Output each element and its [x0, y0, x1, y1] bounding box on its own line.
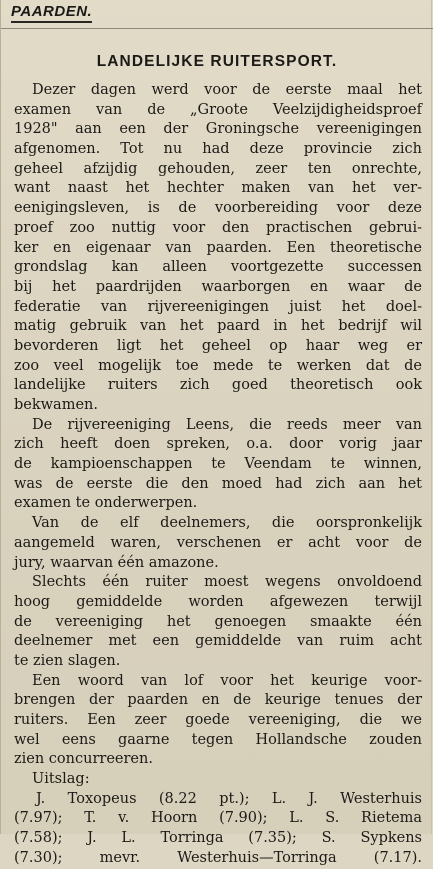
article-line: zien concurreeren.: [14, 751, 153, 768]
article-line: examen te onderwerpen.: [14, 495, 198, 512]
section-label: PAARDEN.: [11, 3, 92, 23]
article-line: bevorderen ligt het geheel op haar weg er: [14, 337, 422, 354]
article-line: landelijke ruiters zich goed theoretisch ook: [14, 377, 422, 394]
article-line: was de eerste die den moed had zich aan het: [14, 475, 422, 492]
article-line: de vereeniging het genoegen smaakte één: [14, 613, 422, 630]
headline: LANDELIJKE RUITERSPORT.: [96, 53, 338, 70]
results-line: (7.97); T. v. Hoorn (7.90); L. S. Rietema: [14, 810, 422, 827]
article-line: afgenomen. Tot nu had deze provincie zich: [14, 141, 422, 158]
article-line: federatie van rijvereenigingen juist het doel-: [14, 298, 422, 315]
article-line: bij het paardrijden waarborgen en waar de: [14, 278, 422, 295]
article-line: De rijvereeniging Leens, die reeds meer van: [32, 416, 422, 433]
article-line: deelnemer met een gemiddelde van ruim acht: [14, 633, 422, 650]
article-line: bekwamen.: [14, 397, 98, 413]
results-line: J. Toxopeus (8.22 pt.); L. J. Westerhuis: [36, 790, 422, 807]
article-line: examen van de „Groote Veelzijdigheidsproef: [14, 101, 422, 118]
article-line: eenigingsleven, is de voorbereiding voor deze: [14, 200, 422, 217]
article-line: Slechts één ruiter moest wegens onvoldoend: [32, 574, 422, 591]
article-line: 1928" aan een der Groningsche vereenigingen: [14, 121, 422, 138]
article-line: proef zoo nuttig voor den practischen gebrui-: [14, 219, 422, 236]
article-line: matig gebruik van het paard in het bedrijf wil: [14, 318, 422, 335]
header-rule: [1, 28, 433, 29]
article-line: want naast het hechter maken van het ver-: [14, 180, 422, 197]
results-line: (7.30); mevr. Westerhuis—Torringa (7.17).: [14, 849, 422, 866]
article-line: wel eens gaarne tegen Hollandsche zouden: [14, 731, 422, 748]
article-line: geheel afzijdig gehouden, zeer ten onrechte,: [14, 160, 422, 177]
article-line: zich heeft doen spreken, o.a. door vorig jaar: [14, 436, 422, 453]
article-line: zoo veel mogelijk toe mede te werken dat de: [14, 357, 422, 374]
article-line: jury, waarvan één amazone.: [14, 554, 219, 571]
results-line: (7.58); J. L. Torringa (7.35); S. Sypkens: [14, 830, 422, 847]
article-line: aangemeld waren, verschenen er acht voor de: [14, 534, 422, 551]
article-line: ruiters. Een zeer goede vereeniging, die we: [14, 712, 422, 728]
article-line: de kampioenschappen te Veendam te winnen,: [14, 456, 422, 473]
article-line: grondslag kan alleen voortgezette successen: [14, 259, 422, 276]
article-line: Een woord van lof voor het keurige voor-: [32, 672, 422, 689]
article-body: [14, 81, 422, 869]
article-line: hoog gemiddelde worden afgewezen terwijl: [14, 593, 422, 610]
article-line: Dezer dagen werd voor de eerste maal het: [32, 82, 422, 98]
article-line: Van de elf deelnemers, die oorspronkelijk: [32, 515, 422, 532]
article-line: te zien slagen.: [14, 652, 121, 669]
results-heading: Uitslag:: [32, 771, 90, 788]
article-line: ker en eigenaar van paarden. Een theoretische: [14, 239, 422, 256]
article-line: brengen der paarden en de keurige tenues der: [14, 692, 422, 709]
